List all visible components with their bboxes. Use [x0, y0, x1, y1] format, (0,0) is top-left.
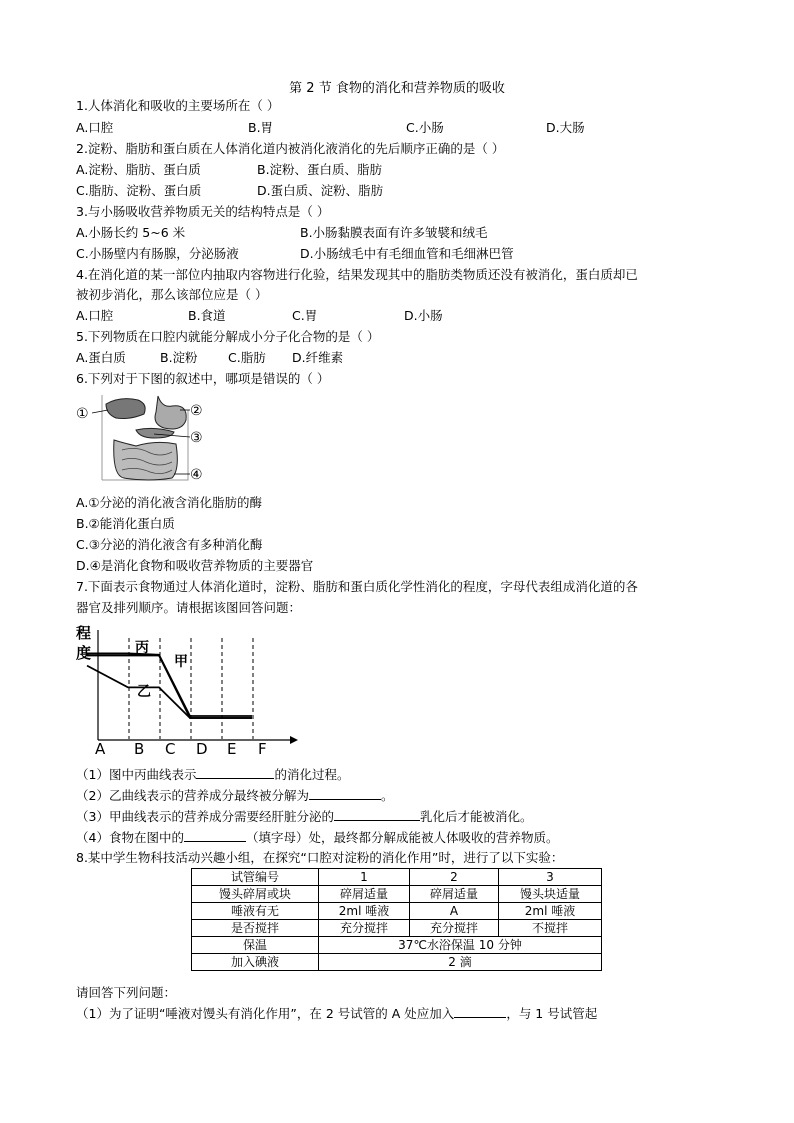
table-cell: A: [410, 903, 499, 920]
page-title: 第 2 节 食物的消化和营养物质的吸收: [289, 81, 505, 96]
series-line-3: [87, 666, 252, 718]
x-tick-label: B: [134, 740, 145, 757]
x-tick-label: E: [227, 740, 237, 757]
q2-option-a: A.淀粉、脂肪、蛋白质: [76, 162, 201, 177]
series-label-2: 甲: [174, 654, 188, 670]
q7-blank-2[interactable]: [309, 787, 381, 800]
q7-blank-4[interactable]: [184, 829, 246, 842]
q4-option-b: B.食道: [188, 308, 226, 323]
q2-option-d: D.蛋白质、淀粉、脂肪: [257, 183, 384, 198]
q7-stem-line1: 7.下面表示食物通过人体消化道时，淀粉、脂肪和蛋白质化学性消化的程度，字母代表组成消化道的各: [76, 579, 638, 594]
q7-stem-line2: 器官及排列顺序。请根据该图回答问题：: [76, 600, 302, 615]
q5-option-a: A.蛋白质: [76, 350, 126, 365]
q4-option-c: C.胃: [292, 308, 318, 323]
q2-stem: 2.淀粉、脂肪和蛋白质在人体消化道内被消化液消化的先后顺序正确的是（ ）: [76, 141, 505, 156]
table-row: [192, 869, 602, 886]
table-row: [192, 937, 602, 954]
table-cell: 充分搅拌: [319, 920, 410, 937]
q7-sub1-prefix: （1）图中丙曲线表示: [76, 767, 197, 782]
q4-stem-line1: 4.在消化道的某一部位内抽取内容物进行化验，结果发现其中的脂肪类物质还没有被消化，蛋白质却已: [76, 267, 638, 282]
stomach-shape: [155, 396, 186, 429]
q7-sub4-suffix: （填字母）处，最终都分解成能被人体吸收的营养物质。: [245, 830, 559, 845]
q7-sub4-prefix: （4）食物在图中的: [76, 830, 184, 845]
q7-sub1: [76, 766, 349, 783]
table-cell: 2ml 唾液: [499, 903, 602, 920]
table-cell: 2 滴: [319, 954, 602, 971]
q5-stem: 5.下列物质在口腔内就能分解成小分子化合物的是（ ）: [76, 329, 380, 344]
q5-option-c: C.脂肪: [228, 350, 266, 365]
table-cell: 碎屑适量: [410, 886, 499, 903]
label-4: ④: [190, 467, 203, 483]
x-tick-label: C: [165, 740, 176, 757]
q3-option-d: D.小肠绒毛中有毛细血管和毛细淋巴管: [300, 246, 514, 261]
q6-option-d: D.④是消化食物和吸收营养物质的主要器官: [76, 558, 314, 573]
series-label-3: 乙: [137, 684, 151, 700]
q8-sub1-suffix: ，与 1 号试管起: [506, 1006, 598, 1021]
table-row: [192, 920, 602, 937]
q2-option-c: C.脂肪、淀粉、蛋白质: [76, 183, 202, 198]
table-cell: 碎屑适量: [319, 886, 410, 903]
q8-ask: 请回答下列问题：: [76, 985, 177, 1000]
q3-option-c: C.小肠壁内有肠腺，分泌肠液: [76, 246, 239, 261]
q8-sub1-prefix: （1）为了证明“唾液对馒头有消化作用”，在 2 号试管的 A 处应加入: [76, 1006, 455, 1021]
series-label-1: 丙: [135, 640, 149, 656]
label-1: ①: [76, 406, 89, 422]
q4-option-a: A.口腔: [76, 308, 114, 323]
table-cell: 2ml 唾液: [319, 903, 410, 920]
q6-stem: 6.下列对于下图的叙述中，哪项是错误的（ ）: [76, 371, 330, 386]
q1-option-b: B.胃: [248, 120, 274, 135]
q3-option-a: A.小肠长约 5~6 米: [76, 225, 186, 240]
q3-option-b: B.小肠黏膜表面有许多皱襞和绒毛: [300, 225, 488, 240]
table-cell: 不搅拌: [499, 920, 602, 937]
label-3: ③: [190, 430, 203, 446]
q4-option-d: D.小肠: [404, 308, 443, 323]
q1-option-a: A.口腔: [76, 120, 114, 135]
q8-stem: 8.某中学生物科技活动兴趣小组，在探究“口腔对淀粉的消化作用”时，进行了以下实验：: [76, 850, 564, 865]
q7-sub2-suffix: 。: [380, 788, 394, 803]
q7-sub3: [76, 808, 532, 825]
q2-option-b: B.淀粉、蛋白质、脂肪: [257, 162, 383, 177]
x-tick-label: F: [258, 740, 267, 757]
x-tick-label: A: [95, 740, 106, 757]
liver-shape: [106, 399, 145, 419]
q5-option-d: D.纤维素: [292, 350, 344, 365]
q7-sub1-suffix: 的消化过程。: [274, 767, 350, 782]
digestion-degree-chart: [72, 622, 302, 757]
table-cell: 2: [410, 869, 499, 886]
series-line-1: [87, 653, 252, 716]
table-cell: 37℃水浴保温 10 分钟: [319, 937, 602, 954]
q8-sub1: [76, 1005, 597, 1022]
table-cell: 馒头块适量: [499, 886, 602, 903]
chart-ylabel-char2: 度: [76, 644, 92, 662]
q5-option-b: B.淀粉: [160, 350, 198, 365]
table-cell: 充分搅拌: [410, 920, 499, 937]
q1-option-c: C.小肠: [406, 120, 444, 135]
series-line-2: [87, 655, 252, 718]
table-row: [192, 886, 602, 903]
pancreas-shape: [136, 428, 174, 438]
q7-sub3-prefix: （3）甲曲线表示的营养成分需要经肝脏分泌的: [76, 809, 334, 824]
q7-sub4: [76, 829, 558, 846]
q6-option-a: A.①分泌的消化液含消化脂肪的酶: [76, 495, 263, 510]
q7-sub3-suffix: 乳化后才能被消化。: [419, 809, 533, 824]
table-cell: 加入碘液: [192, 954, 319, 971]
table-cell: 3: [499, 869, 602, 886]
q1-option-d: D.大肠: [546, 120, 585, 135]
digestive-system-diagram: [76, 390, 216, 486]
experiment-table: [191, 868, 602, 971]
q7-blank-3[interactable]: [334, 808, 420, 821]
chart-ylabel-char1: 程: [76, 624, 92, 642]
table-cell: 保温: [192, 937, 319, 954]
table-cell: 是否搅拌: [192, 920, 319, 937]
q3-stem: 3.与小肠吸收营养物质无关的结构特点是（ ）: [76, 204, 330, 219]
x-tick-label: D: [196, 740, 208, 757]
q8-blank-1[interactable]: [454, 1005, 506, 1018]
table-cell: 1: [319, 869, 410, 886]
table-cell: 唾液有无: [192, 903, 319, 920]
q6-option-b: B.②能消化蛋白质: [76, 516, 175, 531]
label-2: ②: [190, 403, 203, 419]
table-row: [192, 903, 602, 920]
table-row: [192, 954, 602, 971]
q1-stem: 1.人体消化和吸收的主要场所在（ ）: [76, 98, 280, 113]
table-cell: 试管编号: [192, 869, 319, 886]
q7-sub2-prefix: （2）乙曲线表示的营养成分最终被分解为: [76, 788, 309, 803]
q6-option-c: C.③分泌的消化液含有多种消化酶: [76, 537, 263, 552]
q7-blank-1[interactable]: [196, 766, 274, 779]
q7-sub2: [76, 787, 393, 804]
table-cell: 馒头碎屑或块: [192, 886, 319, 903]
q4-stem-line2: 被初步消化，那么该部位应是（ ）: [76, 287, 268, 302]
